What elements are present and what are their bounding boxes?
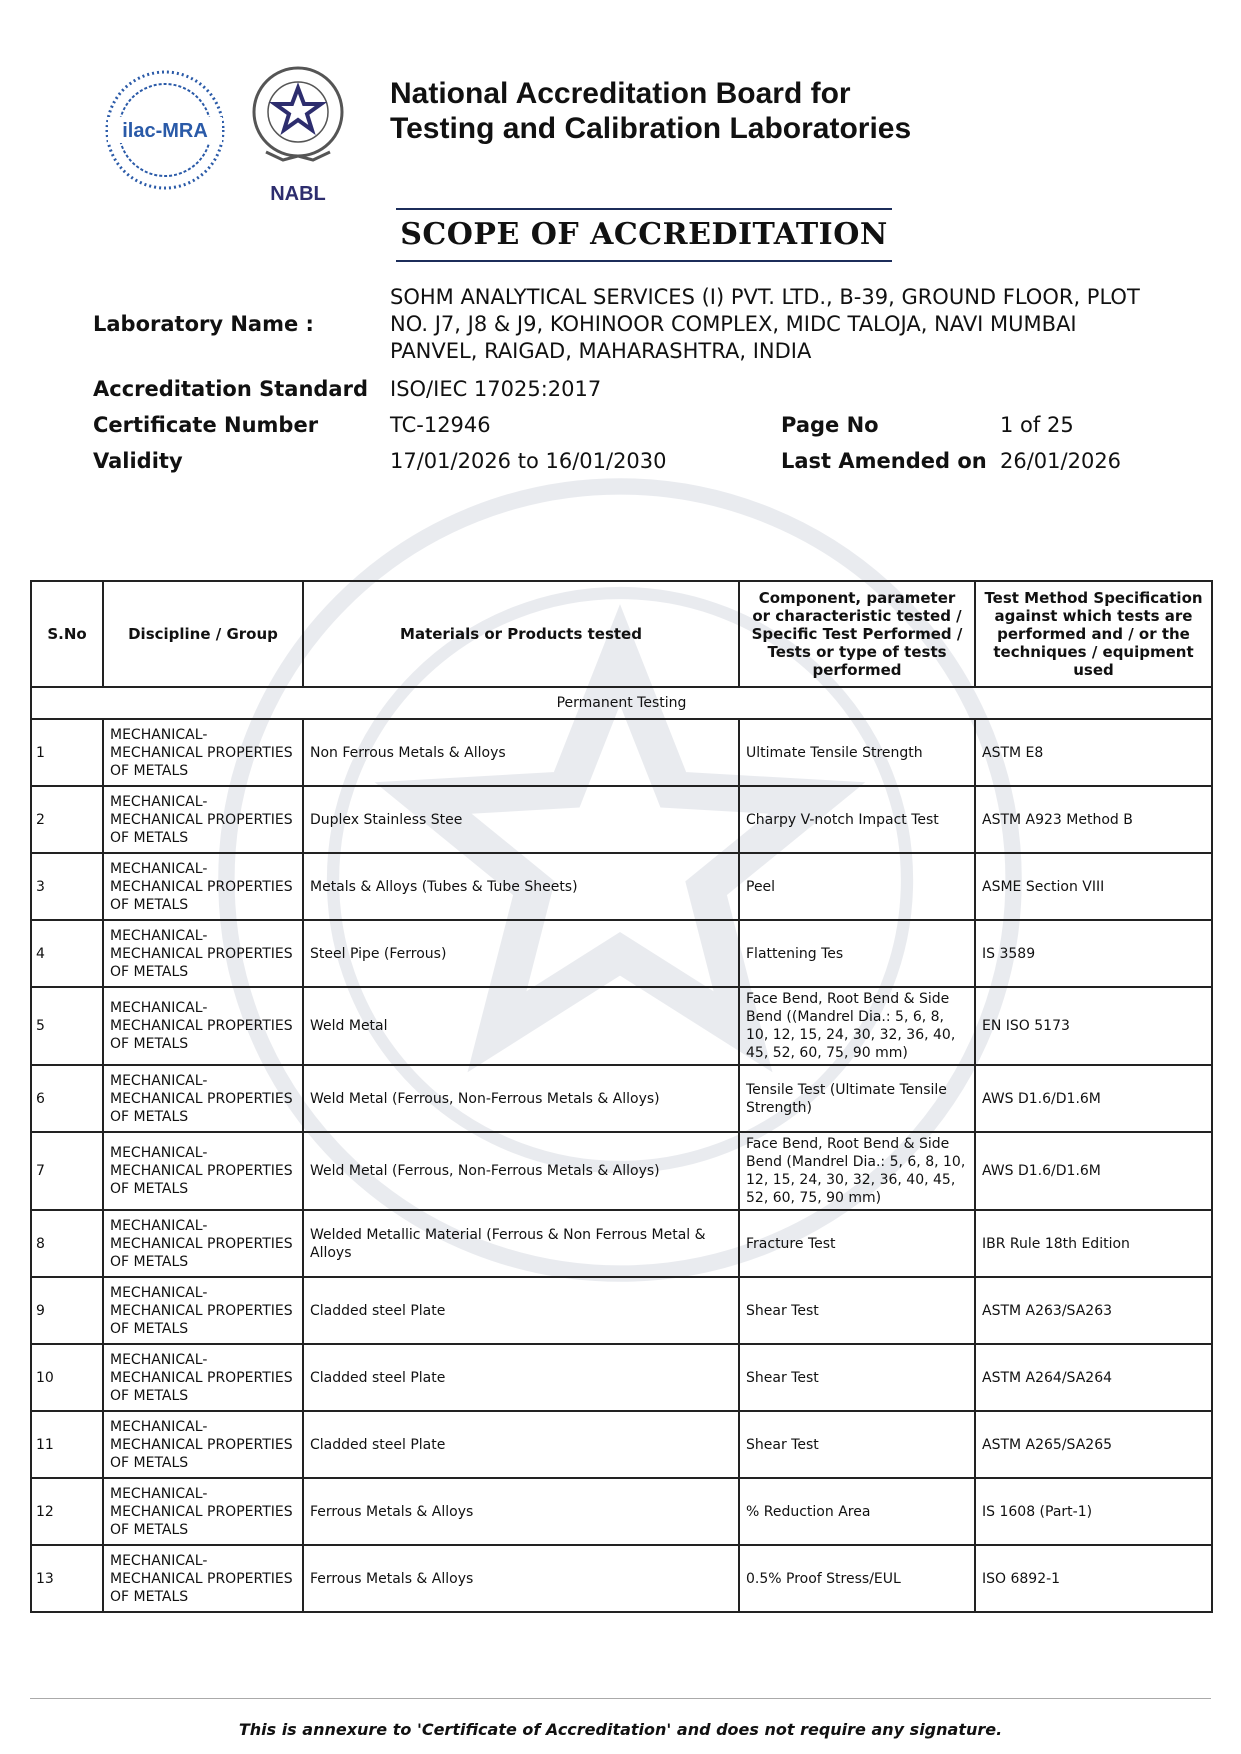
- cell-sno: 8: [31, 1210, 103, 1277]
- lab-name-line-1: SOHM ANALYTICAL SERVICES (I) PVT. LTD., B-39, GROUND FLOOR, PLOT: [390, 285, 1140, 309]
- cell-method: ASTM A923 Method B: [975, 786, 1212, 853]
- cell-material: Ferrous Metals & Alloys: [303, 1545, 739, 1612]
- org-line-1: National Accreditation Board for: [390, 77, 851, 110]
- table-row: [31, 920, 1212, 987]
- cell-material: Cladded steel Plate: [303, 1411, 739, 1478]
- cell-material: Metals & Alloys (Tubes & Tube Sheets): [303, 853, 739, 920]
- cell-material: Steel Pipe (Ferrous): [303, 920, 739, 987]
- cell-method: IS 1608 (Part-1): [975, 1478, 1212, 1545]
- table-row: [31, 1411, 1212, 1478]
- cell-sno: 13: [31, 1545, 103, 1612]
- lab-name-line-2: NO. J7, J8 & J9, KOHINOOR COMPLEX, MIDC TALOJA, NAVI MUMBAI: [390, 312, 1077, 336]
- cell-method: ASTM A264/SA264: [975, 1344, 1212, 1411]
- cell-discipline: MECHANICAL- MECHANICAL PROPERTIES OF METALS: [103, 719, 303, 786]
- nabl-logo-text: NABL: [270, 183, 326, 205]
- cell-component: Peel: [739, 853, 975, 920]
- page-title: SCOPE OF ACCREDITATION: [400, 217, 888, 252]
- cell-sno: 12: [31, 1478, 103, 1545]
- cell-discipline: MECHANICAL- MECHANICAL PROPERTIES OF METALS: [103, 1132, 303, 1210]
- cell-material: Weld Metal (Ferrous, Non-Ferrous Metals & Alloys): [303, 1132, 739, 1210]
- cell-discipline: MECHANICAL- MECHANICAL PROPERTIES OF METALS: [103, 1545, 303, 1612]
- cell-sno: 6: [31, 1065, 103, 1132]
- header-logos: [100, 60, 350, 210]
- lab-name-value: [390, 284, 1150, 365]
- table-row: [31, 853, 1212, 920]
- cell-discipline: MECHANICAL- MECHANICAL PROPERTIES OF METALS: [103, 987, 303, 1065]
- cell-method: ASTM A263/SA263: [975, 1277, 1212, 1344]
- cell-sno: 4: [31, 920, 103, 987]
- lab-name-label: Laboratory Name :: [93, 312, 314, 336]
- organisation-name: [390, 76, 911, 146]
- cell-sno: 7: [31, 1132, 103, 1210]
- cell-sno: 11: [31, 1411, 103, 1478]
- cell-component: Fracture Test: [739, 1210, 975, 1277]
- cell-sno: 2: [31, 786, 103, 853]
- cell-component: Tensile Test (Ultimate Tensile Strength): [739, 1065, 975, 1132]
- cell-method: EN ISO 5173: [975, 987, 1212, 1065]
- lab-name-line-3: PANVEL, RAIGAD, MAHARASHTRA, INDIA: [390, 339, 812, 363]
- table-header-row: [31, 581, 1212, 687]
- last-amended-value: 26/01/2026: [1000, 449, 1122, 473]
- table-row: [31, 1478, 1212, 1545]
- cell-discipline: MECHANICAL- MECHANICAL PROPERTIES OF METALS: [103, 1277, 303, 1344]
- cell-material: Weld Metal (Ferrous, Non-Ferrous Metals & Alloys): [303, 1065, 739, 1132]
- cell-sno: 10: [31, 1344, 103, 1411]
- cell-component: Shear Test: [739, 1277, 975, 1344]
- cell-discipline: MECHANICAL- MECHANICAL PROPERTIES OF METALS: [103, 1065, 303, 1132]
- cell-component: Face Bend, Root Bend & Side Bend ((Mandrel Dia.: 5, 6, 8, 10, 12, 15, 24, 30, 32, 36, 40, 45, 52, 60, 75, 90 mm): [739, 987, 975, 1065]
- org-line-2: Testing and Calibration Laboratories: [390, 112, 912, 145]
- certificate-label: Certificate Number: [93, 413, 319, 437]
- col-header-sno: S.No: [31, 581, 103, 687]
- ilac-mra-logo: [100, 65, 230, 195]
- cell-discipline: MECHANICAL- MECHANICAL PROPERTIES OF METALS: [103, 920, 303, 987]
- cell-method: IS 3589: [975, 920, 1212, 987]
- cell-material: Ferrous Metals & Alloys: [303, 1478, 739, 1545]
- cell-component: 0.5% Proof Stress/EUL: [739, 1545, 975, 1612]
- cell-method: ASTM E8: [975, 719, 1212, 786]
- certificate-value: TC-12946: [390, 413, 491, 437]
- title-band: [396, 208, 892, 262]
- cell-material: Non Ferrous Metals & Alloys: [303, 719, 739, 786]
- cell-discipline: MECHANICAL- MECHANICAL PROPERTIES OF METALS: [103, 1344, 303, 1411]
- cell-material: Duplex Stainless Stee: [303, 786, 739, 853]
- cell-component: Ultimate Tensile Strength: [739, 719, 975, 786]
- last-amended-label: Last Amended on: [781, 449, 987, 473]
- cell-component: Face Bend, Root Bend & Side Bend (Mandrel Dia.: 5, 6, 8, 10, 12, 15, 24, 30, 32, 36, 40, 45, 52, 60, 75, 90 mm): [739, 1132, 975, 1210]
- cell-discipline: MECHANICAL- MECHANICAL PROPERTIES OF METALS: [103, 853, 303, 920]
- cell-sno: 5: [31, 987, 103, 1065]
- col-header-method: Test Method Specification against which tests are performed and / or the techniques / equipment used: [975, 581, 1212, 687]
- cell-method: ISO 6892-1: [975, 1545, 1212, 1612]
- page-no-value: 1 of 25: [1000, 413, 1074, 437]
- cell-component: Charpy V-notch Impact Test: [739, 786, 975, 853]
- cell-discipline: MECHANICAL- MECHANICAL PROPERTIES OF METALS: [103, 786, 303, 853]
- cell-component: % Reduction Area: [739, 1478, 975, 1545]
- col-header-discipline: Discipline / Group: [103, 581, 303, 687]
- table-row: [31, 1132, 1212, 1210]
- cell-discipline: MECHANICAL- MECHANICAL PROPERTIES OF METALS: [103, 1210, 303, 1277]
- cell-material: Weld Metal: [303, 987, 739, 1065]
- table-row: [31, 719, 1212, 786]
- footer-note: This is annexure to 'Certificate of Accreditation' and does not require any signature.: [238, 1720, 1003, 1739]
- standard-value: ISO/IEC 17025:2017: [390, 377, 602, 401]
- table-row: [31, 1210, 1212, 1277]
- cell-material: Cladded steel Plate: [303, 1344, 739, 1411]
- cell-material: Welded Metallic Material (Ferrous & Non Ferrous Metal & Alloys: [303, 1210, 739, 1277]
- table-row: [31, 1277, 1212, 1344]
- cell-component: Flattening Tes: [739, 920, 975, 987]
- cell-method: AWS D1.6/D1.6M: [975, 1065, 1212, 1132]
- cell-method: ASTM A265/SA265: [975, 1411, 1212, 1478]
- validity-label: Validity: [93, 449, 183, 473]
- col-header-materials: Materials or Products tested: [303, 581, 739, 687]
- table-row: [31, 1065, 1212, 1132]
- footer-divider: [30, 1698, 1211, 1699]
- table-row: [31, 1545, 1212, 1612]
- table-row: [31, 1344, 1212, 1411]
- validity-value: 17/01/2026 to 16/01/2030: [390, 449, 667, 473]
- group-label: Permanent Testing: [31, 687, 1212, 719]
- standard-label: Accreditation Standard: [93, 377, 368, 401]
- group-row: [31, 687, 1212, 719]
- cell-sno: 9: [31, 1277, 103, 1344]
- cell-method: ASME Section VIII: [975, 853, 1212, 920]
- scope-table: [30, 580, 1213, 1613]
- cell-sno: 3: [31, 853, 103, 920]
- cell-method: IBR Rule 18th Edition: [975, 1210, 1212, 1277]
- cell-discipline: MECHANICAL- MECHANICAL PROPERTIES OF METALS: [103, 1411, 303, 1478]
- cell-method: AWS D1.6/D1.6M: [975, 1132, 1212, 1210]
- cell-discipline: MECHANICAL- MECHANICAL PROPERTIES OF METALS: [103, 1478, 303, 1545]
- nabl-logo: [248, 60, 348, 210]
- ilac-logo-text: ilac-MRA: [122, 120, 208, 142]
- cell-material: Cladded steel Plate: [303, 1277, 739, 1344]
- page-no-label: Page No: [781, 413, 879, 437]
- cell-component: Shear Test: [739, 1411, 975, 1478]
- table-row: [31, 987, 1212, 1065]
- col-header-component: Component, parameter or characteristic tested / Specific Test Performed / Tests or type of tests performed: [739, 581, 975, 687]
- table-row: [31, 786, 1212, 853]
- cell-sno: 1: [31, 719, 103, 786]
- cell-component: Shear Test: [739, 1344, 975, 1411]
